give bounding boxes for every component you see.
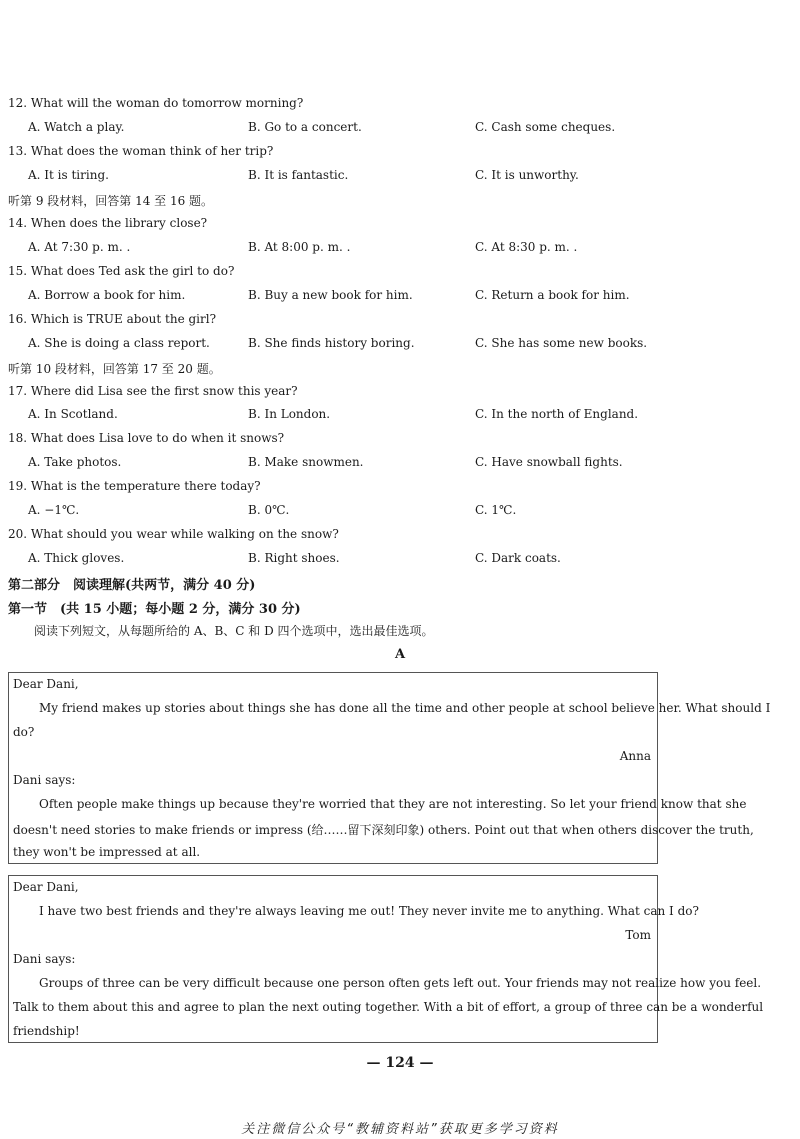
option-19-c: C. 1℃. — [475, 503, 517, 517]
letter-2-reply-label: Dani says: — [13, 952, 76, 966]
option-20-c: C. Dark coats. — [475, 551, 561, 565]
question-12: 12. What will the woman do tomorrow morning? — [8, 96, 304, 110]
question-13: 13. What does the woman think of her trip? — [8, 144, 274, 158]
reading-directions: 阅读下列短文，从每题所给的 A、B、C 和 D 四个选项中，选出最佳选项。 — [34, 624, 434, 638]
question-17: 17. Where did Lisa see the first snow this year? — [8, 384, 298, 398]
page-number: — 124 — — [366, 1055, 434, 1071]
question-18: 18. What does Lisa love to do when it snows? — [8, 431, 285, 445]
option-16-a: A. She is doing a class report. — [28, 336, 210, 350]
option-14-c: C. At 8:30 p. m. . — [475, 240, 578, 254]
option-13-c: C. It is unworthy. — [475, 168, 579, 182]
letter-1-reply-line-3: they won't be impressed at all. — [13, 845, 201, 859]
option-16-b: B. She finds history boring. — [248, 336, 415, 350]
option-19-b: B. 0℃. — [248, 503, 290, 517]
question-14: 14. When does the library close? — [8, 216, 208, 230]
letter-2-reply-line-2: Talk to them about this and agree to plan the next outing together. With a bit of effort, a group of three can be a wonderful — [13, 1000, 764, 1014]
letter-1-body-line-1: My friend makes up stories about things she has done all the time and other people at school believe her. What should I — [39, 701, 771, 715]
passage-label: A — [394, 647, 406, 662]
letter-2-reply-line-3: friendship! — [13, 1024, 80, 1038]
letter-1-reply-line-2: doesn't need stories to make friends or impress (给……留下深刻印象) others. Point out that when others discover the truth, — [13, 823, 754, 837]
letter-1-reply-line-1: Often people make things up because they're worried that they are not interesting. So let your friend know that she — [39, 797, 747, 811]
instruction-section-10: 听第 10 段材料，回答第 17 至 20 题。 — [8, 362, 221, 376]
option-17-a: A. In Scotland. — [28, 407, 118, 421]
letter-2-reply-line-1: Groups of three can be very difficult because one person often gets left out. Your friends may not realize how you feel. — [39, 976, 762, 990]
option-17-c: C. In the north of England. — [475, 407, 639, 421]
letter-1-reply-label: Dani says: — [13, 773, 76, 787]
letter-1-body-line-2: do? — [13, 725, 35, 739]
option-18-a: A. Take photos. — [28, 455, 122, 469]
option-14-a: A. At 7:30 p. m. . — [28, 240, 131, 254]
option-12-a: A. Watch a play. — [28, 120, 125, 134]
option-17-b: B. In London. — [248, 407, 331, 421]
option-20-a: A. Thick gloves. — [28, 551, 125, 565]
question-19: 19. What is the temperature there today? — [8, 479, 261, 493]
instruction-section-9: 听第 9 段材料，回答第 14 至 16 题。 — [8, 194, 214, 208]
letter-box-1 — [8, 672, 771, 864]
option-18-b: B. Make snowmen. — [248, 455, 364, 469]
letter-1-signature: Anna — [619, 749, 651, 763]
section-1-title: 第一节 (共 15 小题；每小题 2 分，满分 30 分) — [8, 602, 301, 617]
option-19-a: A. −1℃. — [28, 503, 80, 517]
question-15: 15. What does Ted ask the girl to do? — [8, 264, 235, 278]
option-16-c: C. She has some new books. — [475, 336, 648, 350]
option-13-a: A. It is tiring. — [28, 168, 109, 182]
option-13-b: B. It is fantastic. — [248, 168, 349, 182]
letter-1-greeting: Dear Dani, — [13, 677, 79, 691]
option-12-c: C. Cash some cheques. — [475, 120, 616, 134]
letter-2-body-line-1: I have two best friends and they're always leaving me out! They never invite me to anything. What can I do? — [39, 904, 699, 918]
option-18-c: C. Have snowball fights. — [475, 455, 623, 469]
option-15-c: C. Return a book for him. — [475, 288, 630, 302]
option-20-b: B. Right shoes. — [248, 551, 340, 565]
part-2-title: 第二部分 阅读理解(共两节，满分 40 分) — [8, 578, 256, 593]
letter-2-signature: Tom — [625, 928, 651, 942]
option-15-a: A. Borrow a book for him. — [28, 288, 186, 302]
letter-2-greeting: Dear Dani, — [13, 880, 79, 894]
option-15-b: B. Buy a new book for him. — [248, 288, 413, 302]
footer-text: 关注微信公众号“教辅资料站”获取更多学习资料 — [241, 1122, 559, 1137]
question-16: 16. Which is TRUE about the girl? — [8, 312, 217, 326]
letter-box-2 — [8, 875, 764, 1043]
question-20: 20. What should you wear while walking on the snow? — [8, 527, 339, 541]
option-14-b: B. At 8:00 p. m. . — [248, 240, 351, 254]
option-12-b: B. Go to a concert. — [248, 120, 362, 134]
